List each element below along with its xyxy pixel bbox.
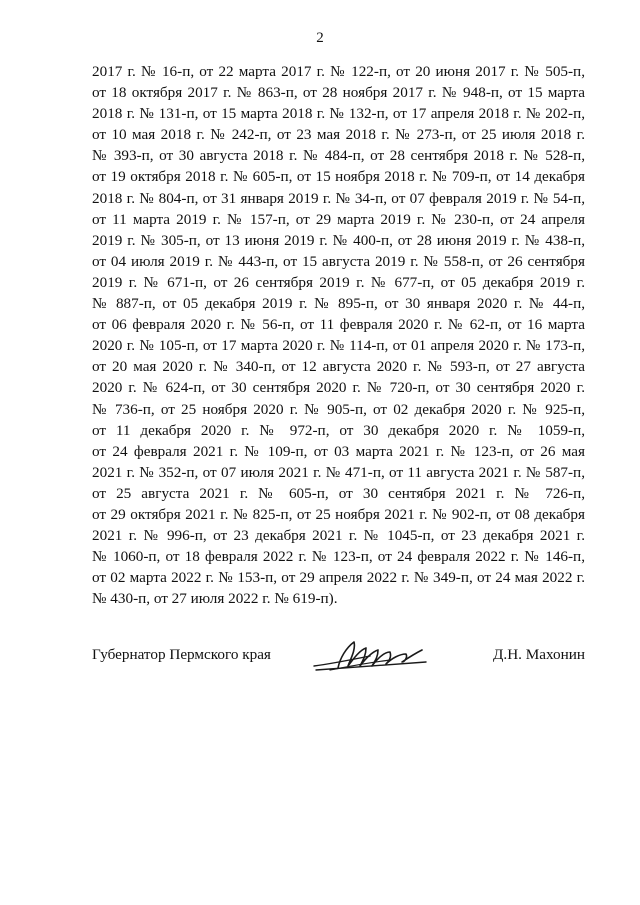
body-line: от 20 мая 2020 г. № 340-п, от 12 августа 2020 г. № 593-п, от 27 августа	[92, 358, 585, 376]
signer-name: Д.Н. Махонин	[493, 646, 585, 663]
position-title: Губернатор Пермского края	[92, 646, 271, 663]
body-line: № 887-п, от 05 декабря 2019 г. № 895-п, от 30 января 2020 г. № 44-п,	[92, 295, 585, 313]
body-line: 2020 г. № 624-п, от 30 сентября 2020 г. № 720-п, от 30 сентября 2020 г.	[92, 379, 585, 397]
body-line: 2018 г. № 804-п, от 31 января 2019 г. № 34-п, от 07 февраля 2019 г. № 54-п,	[92, 189, 585, 207]
body-line: 2020 г. № 105-п, от 17 марта 2020 г. № 114-п, от 01 апреля 2020 г. № 173-п,	[92, 337, 585, 355]
body-line: 2021 г. № 352-п, от 07 июля 2021 г. № 471-п, от 11 августа 2021 г. № 587-п,	[92, 463, 585, 481]
body-line: от 04 июля 2019 г. № 443-п, от 15 августа 2019 г. № 558-п, от 26 сентября	[92, 252, 585, 270]
body-line: от 10 мая 2018 г. № 242-п, от 23 мая 2018 г. № 273-п, от 25 июля 2018 г.	[92, 126, 585, 144]
body-line: № 430-п, от 27 июля 2022 г. № 619-п).	[92, 590, 338, 608]
body-line: от 11 декабря 2020 г. № 972-п, от 30 декабря 2020 г. № 1059-п,	[92, 421, 585, 439]
body-line: от 06 февраля 2020 г. № 56-п, от 11 февраля 2020 г. № 62-п, от 16 марта	[92, 316, 585, 334]
body-line: 2021 г. № 996-п, от 23 декабря 2021 г. № 1045-п, от 23 декабря 2021 г.	[92, 527, 585, 545]
signature-block	[92, 644, 585, 684]
body-line: от 11 марта 2019 г. № 157-п, от 29 марта 2019 г. № 230-п, от 24 апреля	[92, 210, 585, 228]
body-line: № 393-п, от 30 августа 2018 г. № 484-п, от 28 сентября 2018 г. № 528-п,	[92, 147, 585, 165]
body-line: от 19 октября 2018 г. № 605-п, от 15 ноября 2018 г. № 709-п, от 14 декабря	[92, 168, 585, 186]
body-line: 2017 г. № 16-п, от 22 марта 2017 г. № 122-п, от 20 июня 2017 г. № 505-п,	[92, 63, 585, 80]
body-line: от 18 октября 2017 г. № 863-п, от 28 ноября 2017 г. № 948-п, от 15 марта	[92, 84, 585, 102]
body-line: 2019 г. № 305-п, от 13 июня 2019 г. № 400-п, от 28 июня 2019 г. № 438-п,	[92, 231, 585, 249]
handwritten-signature	[310, 636, 430, 676]
body-line: 2019 г. № 671-п, от 26 сентября 2019 г. № 677-п, от 05 декабря 2019 г.	[92, 273, 585, 291]
body-line: № 1060-п, от 18 февраля 2022 г. № 123-п, от 24 февраля 2022 г. № 146-п,	[92, 548, 585, 566]
body-line: от 29 октября 2021 г. № 825-п, от 25 ноября 2021 г. № 902-п, от 08 декабря	[92, 505, 585, 523]
body-text	[92, 61, 585, 609]
body-line: № 736-п, от 25 ноября 2020 г. № 905-п, от 02 декабря 2020 г. № 925-п,	[92, 400, 585, 418]
page-number: 2	[316, 30, 324, 46]
body-line: от 02 марта 2022 г. № 153-п, от 29 апреля 2022 г. № 349-п, от 24 мая 2022 г.	[92, 569, 585, 587]
body-line: от 24 февраля 2021 г. № 109-п, от 03 марта 2021 г. № 123-п, от 26 мая	[92, 442, 585, 460]
body-line: 2018 г. № 131-п, от 15 марта 2018 г. № 132-п, от 17 апреля 2018 г. № 202-п,	[92, 105, 585, 123]
body-line: от 25 августа 2021 г. № 605-п, от 30 сентября 2021 г. № 726-п,	[92, 484, 585, 502]
